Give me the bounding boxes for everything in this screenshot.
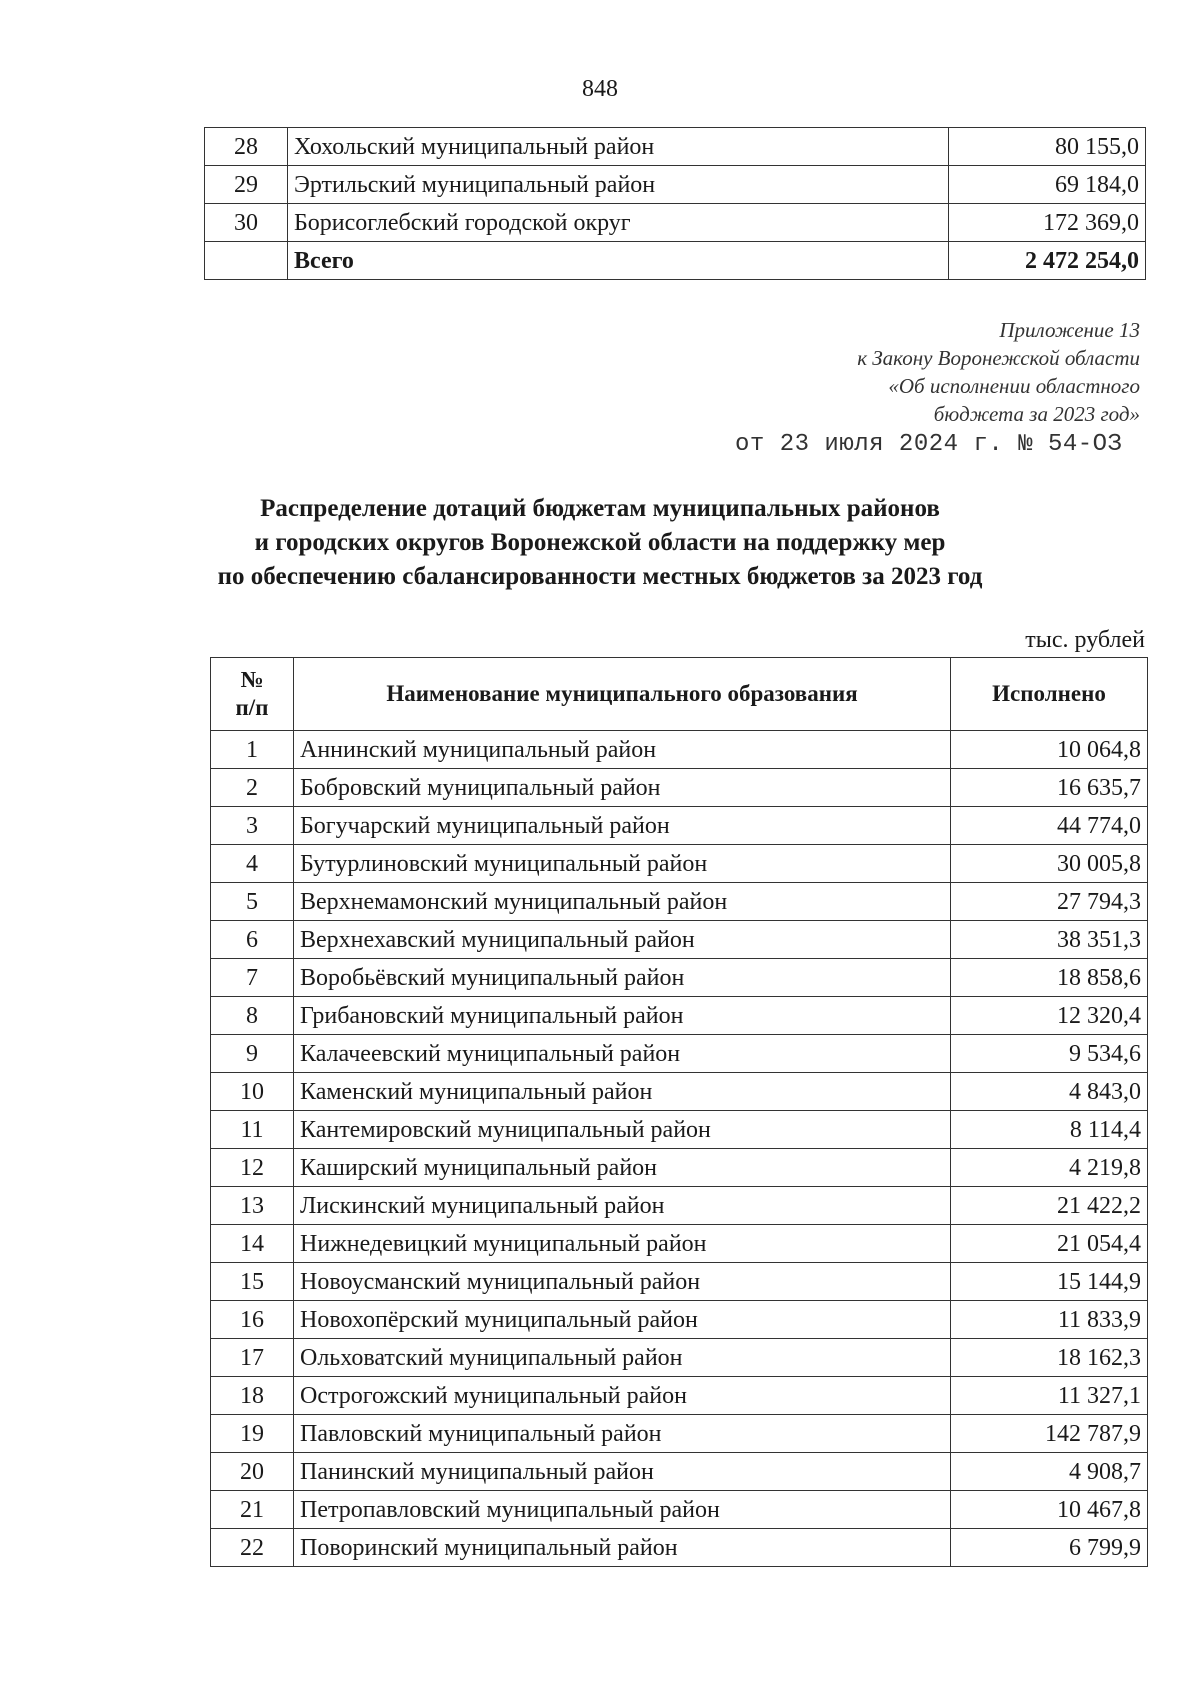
- row-number: 15: [211, 1263, 294, 1301]
- appendix-header: [857, 316, 1140, 428]
- row-value: 21 054,4: [951, 1225, 1148, 1263]
- row-value: 16 635,7: [951, 769, 1148, 807]
- row-value: 15 144,9: [951, 1263, 1148, 1301]
- table-row: [211, 845, 1148, 883]
- row-value: 10 467,8: [951, 1491, 1148, 1529]
- row-number: 21: [211, 1491, 294, 1529]
- row-value: 27 794,3: [951, 883, 1148, 921]
- document-title: [0, 492, 1200, 594]
- row-number: 1: [211, 731, 294, 769]
- row-number: 16: [211, 1301, 294, 1339]
- row-value: 21 422,2: [951, 1187, 1148, 1225]
- row-number: 10: [211, 1073, 294, 1111]
- row-name: Грибановский муниципальный район: [294, 997, 951, 1035]
- table-row: [205, 128, 1146, 166]
- row-value: 142 787,9: [951, 1415, 1148, 1453]
- title-line: по обеспечению сбалансированности местных бюджетов за 2023 год: [217, 563, 983, 590]
- row-name: Калачеевский муниципальный район: [294, 1035, 951, 1073]
- row-value: 44 774,0: [951, 807, 1148, 845]
- table-row: [211, 1453, 1148, 1491]
- row-number: 9: [211, 1035, 294, 1073]
- row-name: Верхнемамонский муниципальный район: [294, 883, 951, 921]
- row-name: Новоусманский муниципальный район: [294, 1263, 951, 1301]
- units-label: тыс. рублей: [1025, 627, 1145, 653]
- row-name: Петропавловский муниципальный район: [294, 1491, 951, 1529]
- row-name: Ольховатский муниципальный район: [294, 1339, 951, 1377]
- table-row: [211, 1339, 1148, 1377]
- row-number: 11: [211, 1111, 294, 1149]
- table-row: [211, 807, 1148, 845]
- row-name: Аннинский муниципальный район: [294, 731, 951, 769]
- row-name: Каменский муниципальный район: [294, 1073, 951, 1111]
- row-name: Панинский муниципальный район: [294, 1453, 951, 1491]
- row-value: 18 858,6: [951, 959, 1148, 997]
- row-number: 4: [211, 845, 294, 883]
- row-name: Борисоглебский городской округ: [288, 204, 949, 242]
- row-value: 6 799,9: [951, 1529, 1148, 1567]
- header-number: [211, 658, 294, 731]
- row-value: 4 908,7: [951, 1453, 1148, 1491]
- table-row: [211, 997, 1148, 1035]
- row-value: 30 005,8: [951, 845, 1148, 883]
- row-number: 30: [205, 204, 288, 242]
- row-number: 5: [211, 883, 294, 921]
- row-value: 80 155,0: [949, 128, 1146, 166]
- header-name: Наименование муниципального образования: [294, 658, 951, 731]
- table-row: [211, 1263, 1148, 1301]
- row-value: 4 843,0: [951, 1073, 1148, 1111]
- table-row: [211, 1225, 1148, 1263]
- table-row: [205, 166, 1146, 204]
- appendix-line: Приложение 13: [999, 318, 1140, 342]
- row-name: Хохольский муниципальный район: [288, 128, 949, 166]
- row-name: Воробьёвский муниципальный район: [294, 959, 951, 997]
- row-value: 10 064,8: [951, 731, 1148, 769]
- row-number: 20: [211, 1453, 294, 1491]
- table-row: [211, 1415, 1148, 1453]
- row-value: 9 534,6: [951, 1035, 1148, 1073]
- row-number: 29: [205, 166, 288, 204]
- row-number: 8: [211, 997, 294, 1035]
- title-line: Распределение дотаций бюджетам муниципальных районов: [260, 495, 940, 522]
- row-value: 11 327,1: [951, 1377, 1148, 1415]
- row-number: 19: [211, 1415, 294, 1453]
- row-number: 12: [211, 1149, 294, 1187]
- row-number: 14: [211, 1225, 294, 1263]
- row-number: 7: [211, 959, 294, 997]
- law-date-stamp: от 23 июля 2024 г. № 54-ОЗ: [735, 431, 1123, 458]
- appendix-line: бюджета за 2023 год»: [933, 402, 1140, 426]
- total-value: 2 472 254,0: [949, 242, 1146, 280]
- row-value: 172 369,0: [949, 204, 1146, 242]
- total-number: [205, 242, 288, 280]
- row-name: Нижнедевицкий муниципальный район: [294, 1225, 951, 1263]
- row-number: 3: [211, 807, 294, 845]
- row-name: Бобровский муниципальный район: [294, 769, 951, 807]
- total-label: Всего: [288, 242, 949, 280]
- table-row: [211, 1073, 1148, 1111]
- row-name: Кантемировский муниципальный район: [294, 1111, 951, 1149]
- page-number: 848: [582, 76, 618, 102]
- table-row: [211, 1377, 1148, 1415]
- table-row: [211, 1035, 1148, 1073]
- header-number-line: №: [240, 667, 264, 692]
- table-row: [211, 1491, 1148, 1529]
- distribution-table: [210, 657, 1148, 1567]
- row-name: Лискинский муниципальный район: [294, 1187, 951, 1225]
- row-number: 28: [205, 128, 288, 166]
- row-number: 17: [211, 1339, 294, 1377]
- row-value: 38 351,3: [951, 921, 1148, 959]
- row-name: Каширский муниципальный район: [294, 1149, 951, 1187]
- row-value: 11 833,9: [951, 1301, 1148, 1339]
- table-row: [211, 731, 1148, 769]
- appendix-line: «Об исполнении областного: [888, 374, 1140, 398]
- table-row: [211, 959, 1148, 997]
- row-value: 12 320,4: [951, 997, 1148, 1035]
- table-row: [211, 1187, 1148, 1225]
- row-number: 6: [211, 921, 294, 959]
- table-row: [211, 1149, 1148, 1187]
- row-value: 18 162,3: [951, 1339, 1148, 1377]
- table-row: [205, 204, 1146, 242]
- continuation-table: [204, 127, 1146, 280]
- table-header-row: [211, 658, 1148, 731]
- row-number: 18: [211, 1377, 294, 1415]
- row-number: 13: [211, 1187, 294, 1225]
- table-row: [211, 1111, 1148, 1149]
- table-row: [211, 1529, 1148, 1567]
- row-name: Верхнехавский муниципальный район: [294, 921, 951, 959]
- table-row: [211, 769, 1148, 807]
- row-name: Бутурлиновский муниципальный район: [294, 845, 951, 883]
- row-name: Острогожский муниципальный район: [294, 1377, 951, 1415]
- table-row: [211, 1301, 1148, 1339]
- header-value: Исполнено: [951, 658, 1148, 731]
- table-row: [211, 921, 1148, 959]
- row-number: 2: [211, 769, 294, 807]
- row-name: Поворинский муниципальный район: [294, 1529, 951, 1567]
- row-value: 4 219,8: [951, 1149, 1148, 1187]
- total-row: [205, 242, 1146, 280]
- row-name: Эртильский муниципальный район: [288, 166, 949, 204]
- row-name: Богучарский муниципальный район: [294, 807, 951, 845]
- title-line: и городских округов Воронежской области на поддержку мер: [254, 529, 946, 556]
- row-value: 69 184,0: [949, 166, 1146, 204]
- header-number-line: п/п: [235, 695, 269, 720]
- appendix-line: к Закону Воронежской области: [857, 346, 1140, 370]
- row-value: 8 114,4: [951, 1111, 1148, 1149]
- row-number: 22: [211, 1529, 294, 1567]
- row-name: Павловский муниципальный район: [294, 1415, 951, 1453]
- row-name: Новохопёрский муниципальный район: [294, 1301, 951, 1339]
- table-row: [211, 883, 1148, 921]
